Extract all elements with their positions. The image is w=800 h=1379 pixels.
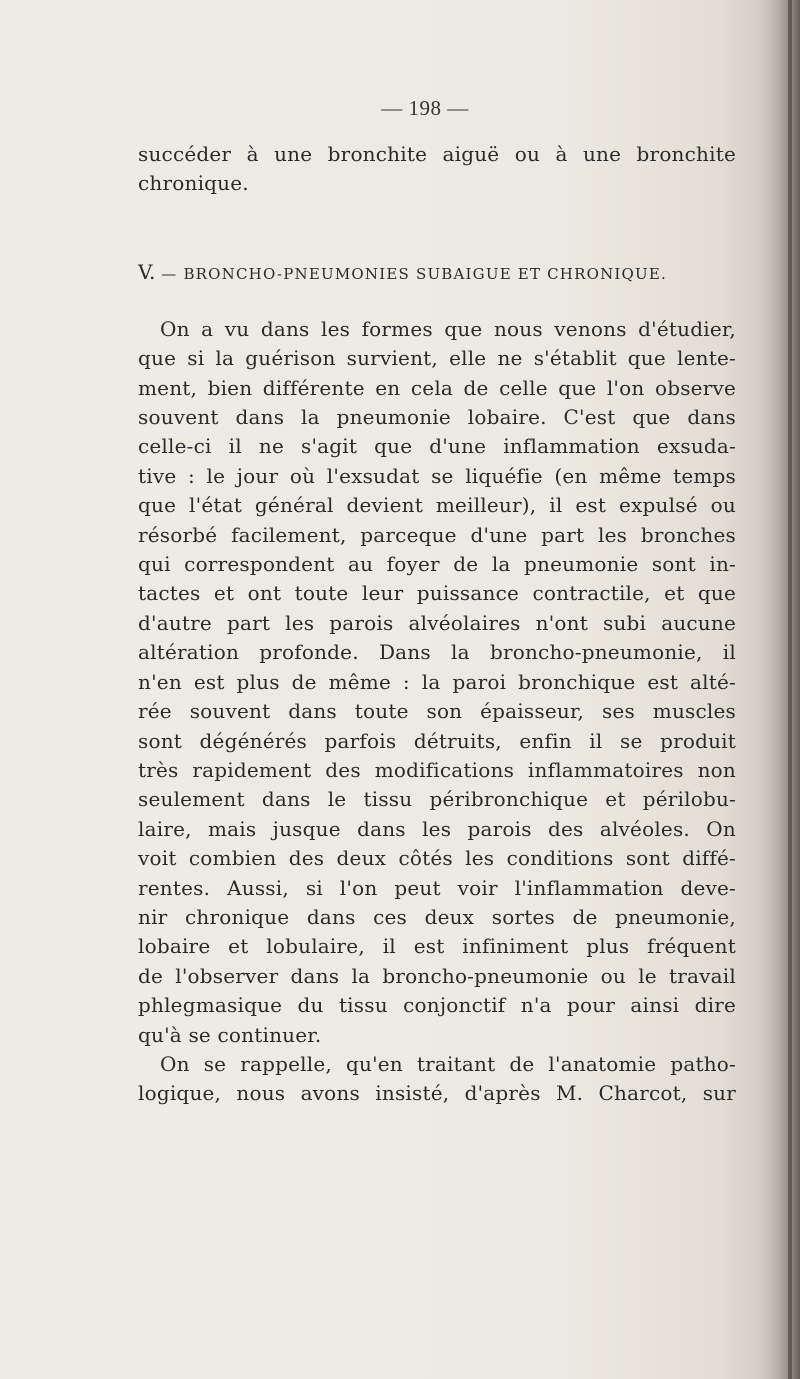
paragraph-line: résorbé facilement, parceque d'une part les bronches — [138, 522, 736, 547]
paragraph-line: lobaire et lobulaire, il est infiniment plus fréquent — [138, 934, 736, 959]
paragraph-line: voit combien des deux côtés les conditions sont diffé- — [138, 846, 736, 871]
paragraph-line: rentes. Aussi, si l'on peut voir l'inflammation deve- — [138, 875, 736, 900]
text-body — [138, 140, 736, 1109]
paragraph-line: de l'observer dans la broncho-pneumonie ou le travail — [138, 963, 736, 988]
intro-line: chronique. — [138, 171, 249, 196]
paragraph-line: que l'état général devient meilleur), il est expulsé ou — [138, 493, 736, 518]
page-number: — 198 — — [381, 96, 469, 120]
section-heading-number: V. — [138, 259, 156, 284]
paragraph-line: phlegmasique du tissu conjonctif n'a pour ainsi dire — [138, 993, 736, 1018]
intro-line: succéder à une bronchite aiguë ou à une bronchite — [138, 142, 736, 166]
paragraph-line: laire, mais jusque dans les parois des alvéoles. On — [138, 816, 736, 841]
page-edge-line — [788, 0, 792, 1379]
paragraph-line: d'autre part les parois alvéolaires n'ont subi aucune — [138, 610, 736, 635]
paragraph-line: tactes et ont toute leur puissance contractile, et que — [138, 581, 736, 606]
paragraph-line: qu'à se continuer. — [138, 1022, 322, 1047]
paragraph-line: tive : le jour où l'exsudat se liquéfie (en même temps — [138, 463, 736, 488]
section-gap — [138, 199, 736, 257]
paragraph-line: très rapidement des modifications inflammatoires non — [138, 757, 736, 782]
section-heading-title: — BRONCHO-PNEUMONIES SUBAIGUE ET CHRONIQUE. — [161, 264, 667, 283]
paragraph-line: souvent dans la pneumonie lobaire. C'est que dans — [138, 405, 736, 430]
section-heading — [138, 257, 736, 287]
paragraph-line: On a vu dans les formes que nous venons d'étudier, — [160, 316, 736, 341]
paragraph-line: ment, bien différente en cela de celle que l'on observe — [138, 375, 736, 400]
paragraph-line: On se rappelle, qu'en traitant de l'anatomie patho- — [160, 1051, 736, 1076]
paragraph-line: qui correspondent au foyer de la pneumonie sont in- — [138, 552, 736, 577]
paragraph-line: seulement dans le tissu péribronchique et périlobu- — [138, 787, 736, 812]
paragraph-line: altération profonde. Dans la broncho-pneumonie, il — [138, 640, 736, 665]
paragraph-line: n'en est plus de même : la paroi bronchique est alté- — [138, 669, 736, 694]
paragraph-line: sont dégénérés parfois détruits, enfin il se produit — [138, 728, 736, 753]
paragraph-line: celle-ci il ne s'agit que d'une inflammation exsuda- — [138, 434, 736, 459]
paragraph-line: que si la guérison survient, elle ne s'établit que lente- — [138, 346, 736, 371]
page-edge-shadow — [760, 0, 800, 1379]
paragraph-line: nir chronique dans ces deux sortes de pneumonie, — [138, 904, 736, 929]
paragraph-line: rée souvent dans toute son épaisseur, ses muscles — [138, 699, 736, 724]
paragraph-line: logique, nous avons insisté, d'après M. Charcot, sur — [138, 1081, 736, 1106]
